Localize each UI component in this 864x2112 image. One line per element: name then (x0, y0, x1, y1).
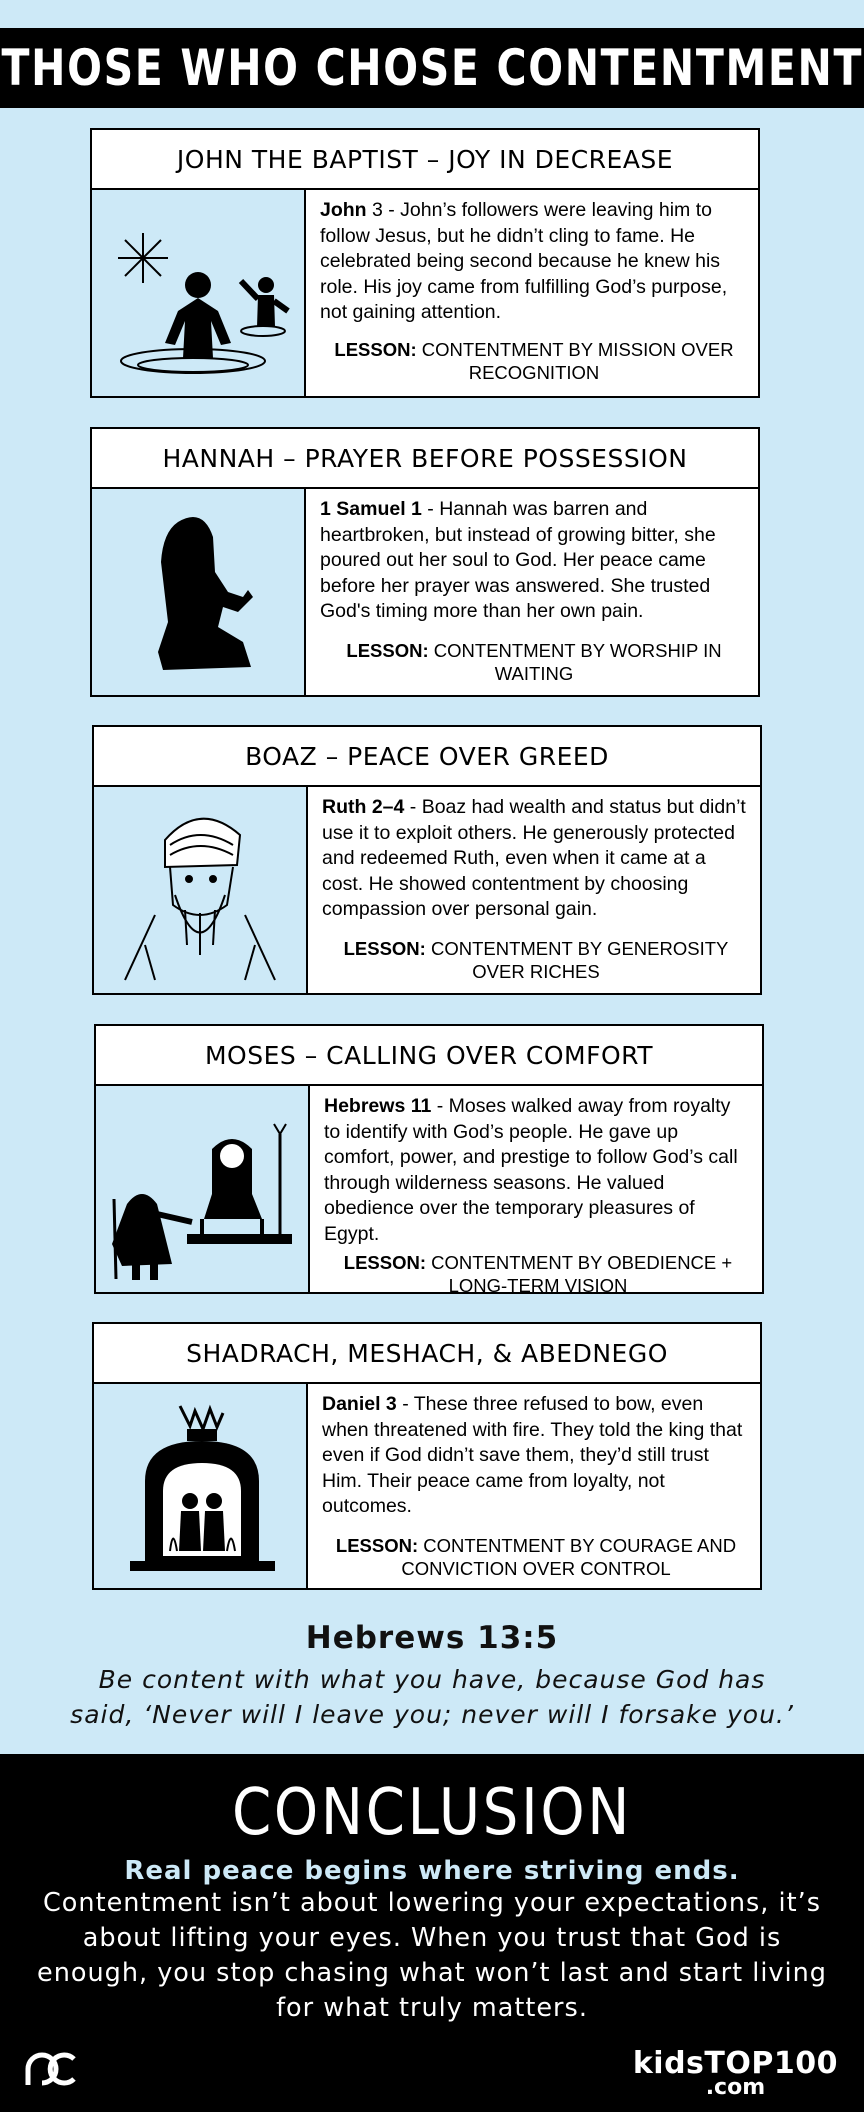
conclusion-lead: Real peace begins where striving ends. (124, 1856, 740, 1886)
lesson-text: CONTENTMENT BY COURAGE AND CONVICTION OVER CONTROL (401, 1534, 737, 1579)
lesson-label: LESSON: (343, 937, 426, 959)
card-description: 3 - John’s followers were leaving him to follow Jesus, but he didn’t cling to fame. He celebrated being second because he knew his role. His joy came from fulfilling God’s purpose, not gaining attention. (320, 199, 728, 323)
card-body (92, 1384, 762, 1590)
card-text (306, 190, 758, 396)
lesson-label: LESSON: (334, 338, 417, 360)
scripture-ref: 1 Samuel 1 (320, 498, 422, 520)
conclusion-paragraph: Contentment isn’t about lowering your expectations, it’s about lifting your eyes. When you trust that God is enough, you stop chasing what won’t last and start living for what truly matters. (37, 1888, 827, 2023)
title-banner (0, 28, 864, 108)
key-verse (0, 1620, 864, 1732)
baptism-icon (92, 190, 306, 396)
bearded-man-icon (94, 787, 308, 993)
card-description: - Boaz had wealth and status but didn’t use it to exploit others. He generously protected and redeemed Ruth, even when it came at a cost. He showed contentment by choosing compassion over personal gain. (322, 796, 746, 920)
conclusion-title: CONCLUSION (231, 1776, 633, 1850)
card-heading: JOHN THE BAPTIST – JOY IN DECREASE (176, 144, 674, 174)
scripture-ref: Ruth 2–4 (322, 796, 405, 818)
lesson (320, 338, 748, 384)
lesson-label: LESSON: (346, 639, 429, 661)
card-description: - These three refused to bow, even when threatened with fire. They told the king that even if God didn’t save them, they’d still trust Him. Their peace came from loyalty, not outcomes. (322, 1393, 743, 1517)
moses-pharaoh-icon (96, 1086, 310, 1292)
card-heading: HANNAH – PRAYER BEFORE POSSESSION (162, 443, 688, 473)
card-shadrach (92, 1322, 762, 1590)
page-title: THOSE WHO CHOSE CONTENTMENT (1, 39, 863, 97)
card-body (92, 787, 762, 995)
lesson-text: CONTENTMENT BY OBEDIENCE + LONG-TERM VISION (426, 1252, 733, 1296)
card-body (90, 489, 760, 697)
card-heading-box (90, 427, 760, 489)
scripture-ref: Daniel 3 (322, 1393, 397, 1415)
lesson (324, 1251, 752, 1297)
lesson-label: LESSON: (343, 1252, 427, 1273)
furnace-icon (94, 1384, 308, 1588)
card-heading: MOSES – CALLING OVER COMFORT (204, 1040, 654, 1070)
card-text (308, 1384, 760, 1588)
scripture-ref: Hebrews 11 (324, 1095, 432, 1117)
scripture-ref: John (320, 199, 367, 221)
card-text (306, 489, 758, 695)
card-boaz (92, 725, 762, 995)
card-hannah (90, 427, 760, 697)
lesson (322, 937, 750, 983)
card-body (90, 190, 760, 398)
card-heading: BOAZ – PEACE OVER GREED (245, 741, 609, 771)
card-body (94, 1086, 764, 1294)
lesson-text: CONTENTMENT BY GENEROSITY OVER RICHES (425, 937, 729, 982)
verse-reference: Hebrews 13:5 (305, 1620, 559, 1656)
conclusion-section (0, 1754, 864, 2112)
card-moses (94, 1024, 764, 1294)
card-heading: SHADRACH, MESHACH, & ABEDNEGO (186, 1338, 668, 1368)
lesson-text: CONTENTMENT BY MISSION OVER RECOGNITION (416, 338, 734, 383)
verse-line-2: said, ‘Never will I leave you; never will I forsake you.’ (70, 1700, 794, 1729)
lesson (320, 639, 748, 685)
brand-logo (632, 2046, 838, 2100)
card-text (308, 787, 760, 993)
praying-woman-icon (92, 489, 306, 695)
lesson-label: LESSON: (335, 1534, 419, 1556)
verse-line-1: Be content with what you have, because God has (98, 1665, 766, 1694)
lesson-text: CONTENTMENT BY WORSHIP IN WAITING (428, 639, 722, 684)
card-john (90, 128, 760, 398)
pc-logo-icon (22, 2049, 78, 2094)
card-description: - Hannah was barren and heartbroken, but instead of growing bitter, she poured out her soul to God. Her peace came before her prayer was answered. She trusted God's timing more than her own pain. (320, 498, 716, 622)
card-heading-box (94, 1024, 764, 1086)
verse-text (0, 1662, 864, 1732)
brand-name: kidsTOP100 (632, 2046, 838, 2081)
lesson (322, 1534, 750, 1580)
card-heading-box (92, 1322, 762, 1384)
card-text (310, 1086, 762, 1296)
brand-domain: .com (705, 2075, 766, 2100)
card-description: - Moses walked away from royalty to identify with God’s people. He gave up comfort, power, and prestige to follow God’s call through wilderness seasons. He valued obedience over the temporary pleasures of Egypt. (324, 1095, 738, 1245)
card-heading-box (90, 128, 760, 190)
card-heading-box (92, 725, 762, 787)
